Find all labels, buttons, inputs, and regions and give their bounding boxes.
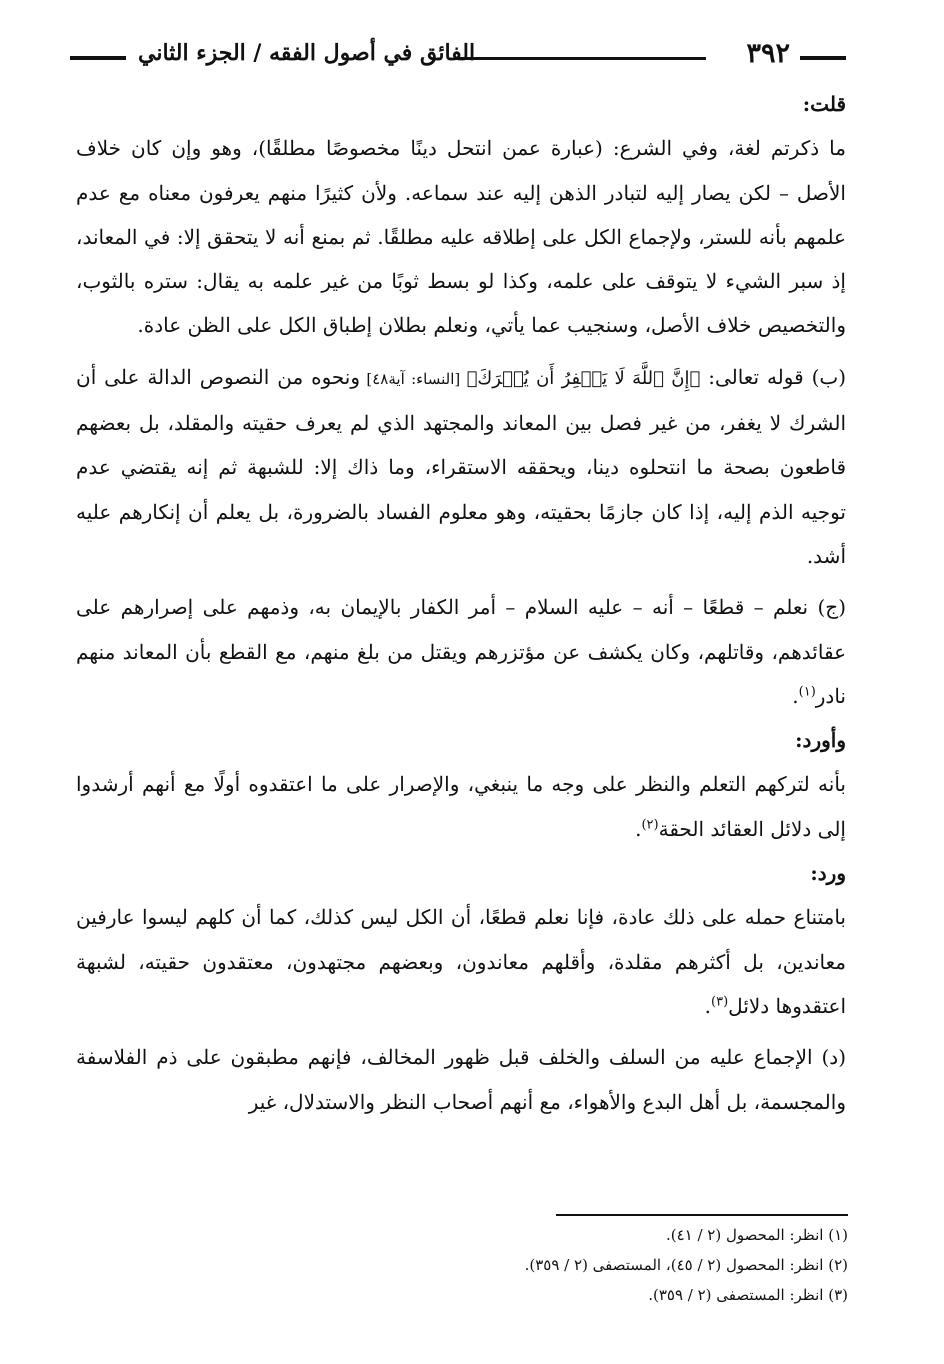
footnote-marker-1: (١) bbox=[798, 684, 816, 700]
paragraph-5-text: بامتناع حمله على ذلك عادة، فإنا نعلم قطعًا، أن الكل ليس كذلك، كما أن كلهم ليسوا عارفين معاندين، بل أكثرهم مقلدة، وأقلهم معاندون، وبعضهم مجتهدون، معتقدون حقيته، لشبهة اعتقدوها دلائل bbox=[76, 905, 846, 1018]
main-text bbox=[76, 82, 846, 1124]
header-rule-left bbox=[70, 56, 126, 60]
page-header bbox=[70, 38, 846, 84]
footnote-marker-3: (٣) bbox=[711, 994, 729, 1010]
paragraph-3-end: . bbox=[792, 683, 799, 708]
verse-reference: [النساء: آية٤٨] bbox=[360, 369, 467, 388]
paragraph-2-rest: ونحوه من النصوص الدالة على أن الشرك لا يغفر، من غير فصل بين المعاند والمجتهد الذي لم يعرف حقيته والمقلد، بل بعضهم قاطعون بصحة ما انتحلوه دينا، ويحققه الاستقراء، وما ذاك إلا: للشبهة ثم إنه يقتضي عدم توجيه الذم إليه، إذا كان جازمًا بحقيته، وهو معلوم الفساد بالضرورة، بل يعلم أن إنكارهم عليه أشد. bbox=[76, 364, 846, 568]
paragraph-5-end: . bbox=[704, 993, 712, 1018]
paragraph-3-text: (ج) نعلم – قطعًا – أنه – عليه السلام – أمر الكفار بالإيمان به، وذمهم على إصرارهم على عقائدهم، وقاتلهم، وكان يكشف عن مؤتزرهم ويقتل من بلغ منهم، مع القطع بأن المعاند منهم نادر bbox=[76, 595, 846, 708]
footnote-3: (٣) انظر: المستصفى (٢ / ٣٥٩). bbox=[648, 1286, 848, 1304]
header-rule-right bbox=[800, 56, 846, 60]
paragraph-1: ما ذكرتم لغة، وفي الشرع: (عبارة عمن انتحل دينًا مخصوصًا مطلقًا)، وهو وإن كان خلاف الأصل – لكن يصار إليه لتبادر الذهن إليه عند سماعه. ولأن كثيرًا منهم يعرفون معناه مع عدم علمهم بأنه للستر، ولإجماع الكل على إطلاقه عليه مطلقًا. ثم بمنع أنه لا يتحقق إلا: في المعاند، إذ سبر الشيء لا يتوقف على علمه، وكذا لو بسط ثوبًا من غير علمه به يقال: ستره بالثوب، والتخصيص خلاف الأصل، وسنجيب عما يأتي، ونعلم بطلان إطباق الكل على الظن عادة. bbox=[76, 136, 846, 338]
quran-verse: ﴿إِنَّ ٱللَّهَ لَا يَغۡفِرُ أَن يُشۡرَكَ﴾ bbox=[466, 367, 701, 389]
section-heading-wa-urida: وأورد: bbox=[795, 728, 846, 753]
section-heading-rudda: ورد: bbox=[810, 861, 846, 886]
footnote-separator bbox=[556, 1214, 848, 1216]
header-rule-middle bbox=[454, 57, 706, 60]
footnote-2: (٢) انظر: المحصول (٢ / ٤٥)، المستصفى (٢ / ٣٥٩). bbox=[524, 1256, 848, 1274]
running-title: الفائق في أصول الفقه / الجزء الثاني bbox=[138, 40, 476, 66]
page-number: ٣٩٢ bbox=[746, 38, 790, 69]
paragraph-5 bbox=[76, 895, 846, 1028]
paragraph-3 bbox=[76, 585, 846, 718]
paragraph-4-end: . bbox=[635, 816, 642, 841]
paragraph-2 bbox=[76, 355, 846, 578]
paragraph-6: (د) الإجماع عليه من السلف والخلف قبل ظهور المخالف، فإنهم مطبقون على ذم الفلاسفة والمجسمة، بل أهل البدع والأهواء، مع أنهم أصحاب النظر والاستدلال، غير bbox=[76, 1045, 847, 1114]
footnotes bbox=[348, 1220, 848, 1310]
paragraph-4-text: بأنه لتركهم التعلم والنظر على وجه ما ينبغي، والإصرار على ما اعتقدوه أولًا مع أنهم أرشدوا إلى دلائل العقائد الحقة bbox=[76, 772, 846, 841]
section-heading-qultu: قلت: bbox=[802, 92, 846, 116]
footnote-1: (١) انظر: المحصول (٢ / ٤١). bbox=[665, 1226, 848, 1244]
paragraph-2-lead: (ب) قوله تعالى: bbox=[700, 364, 847, 389]
paragraph-4 bbox=[76, 762, 846, 851]
footnote-marker-2: (٢) bbox=[641, 817, 659, 833]
